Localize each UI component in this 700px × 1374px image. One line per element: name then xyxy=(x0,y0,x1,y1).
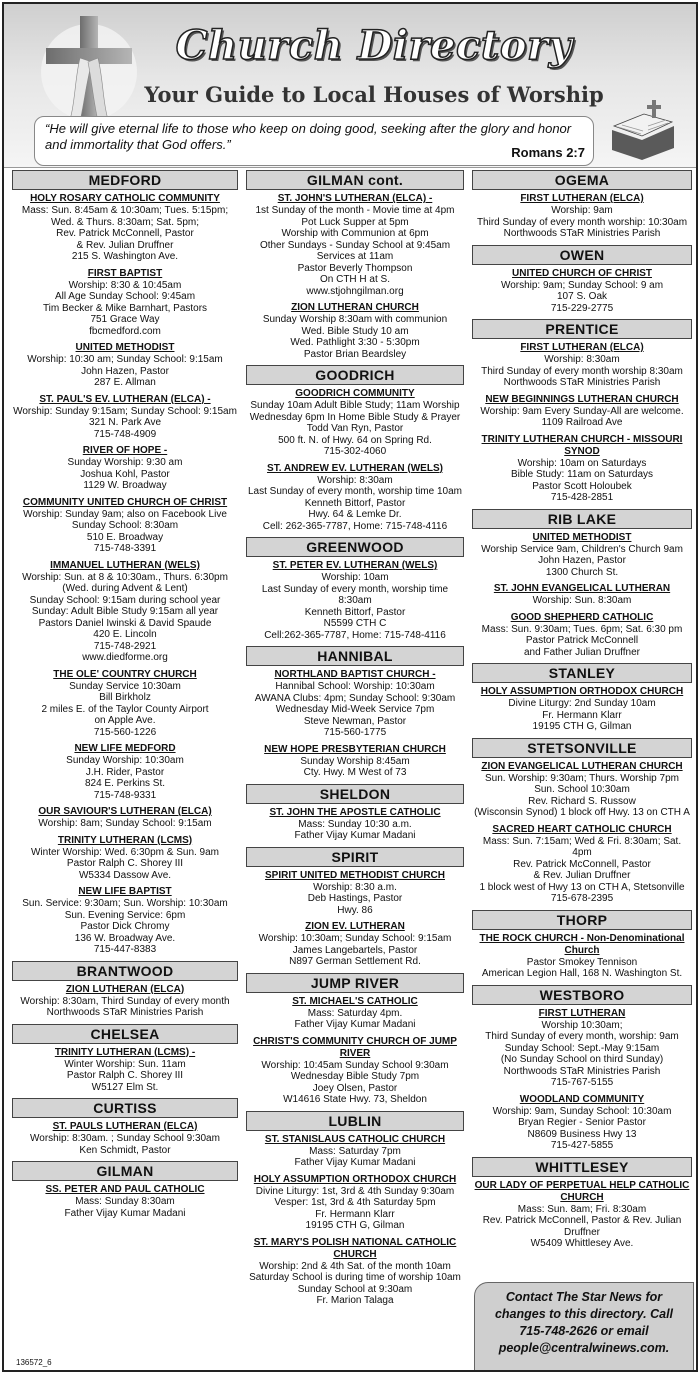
church-detail: 715-560-1226 xyxy=(93,726,157,738)
church-name: ST. MARY'S POLISH NATIONAL CATHOLIC CHURCH xyxy=(253,1236,457,1260)
church-listing xyxy=(472,394,692,429)
contact-box: Contact The Star News for changes to this directory. Call 715-748-2626 or email people@centralwinews.com. xyxy=(474,1282,694,1372)
church-detail: Fr. Hermann Klarr xyxy=(542,709,622,721)
church-name: RIVER OF HOPE - xyxy=(82,445,168,456)
town-heading: BRANTWOOD xyxy=(12,961,238,981)
town-heading: PRENTICE xyxy=(472,319,692,339)
church-detail: Winter Worship: Sun. 11am xyxy=(64,1058,186,1070)
church-detail: Northwoods STaR Ministries Parish xyxy=(503,377,661,388)
church-detail: Worship: 8:30 & 10:45am xyxy=(68,279,182,291)
church-detail: Worship: 9am xyxy=(551,205,613,216)
church-name: FIRST BAPTIST xyxy=(87,267,163,279)
church-detail: Todd Van Ryn, Pastor xyxy=(306,423,404,434)
church-listing xyxy=(246,870,464,917)
church-detail: 107 S. Oak xyxy=(556,291,608,302)
town-heading: GILMAN cont. xyxy=(246,170,464,190)
bible-icon xyxy=(608,100,678,162)
church-detail: Pastor Ralph C. Shorey III xyxy=(66,858,184,869)
church-listing xyxy=(246,1174,464,1232)
church-detail: 1 block west of Hwy 13 on CTH A, Stetsonville xyxy=(479,881,685,893)
church-listing xyxy=(472,193,692,240)
church-detail: Worship Service 9am, Children's Church 9am xyxy=(481,543,683,555)
church-detail: & Rev. Julian Druffner xyxy=(76,239,174,251)
church-detail: 2 miles E. of the Taylor County Airport xyxy=(41,703,209,715)
church-detail: Wed. Pathlight 3:30 - 5:30pm xyxy=(290,337,420,348)
church-detail: American Legion Hall, 168 N. Washington St. xyxy=(481,968,683,979)
church-detail: 1st Sunday of the month - Movie time at 4pm xyxy=(255,205,455,216)
church-detail: on Apple Ave. xyxy=(94,715,156,726)
church-detail: Pastors Daniel Iwinski & David Spaude xyxy=(38,617,212,629)
town-heading: OWEN xyxy=(472,245,692,265)
church-listing xyxy=(472,933,692,980)
church-detail: Worship: Sun. 8:30am xyxy=(532,595,632,606)
directory-column-2 xyxy=(246,168,464,1312)
church-detail: Steve Newman, Pastor xyxy=(303,715,407,727)
header-banner xyxy=(4,4,696,168)
church-detail: Wed. Bible Study 10 am xyxy=(301,325,409,337)
church-listing xyxy=(246,669,464,739)
church-detail: Divine Liturgy: 1st, 3rd & 4th Sunday 9:30am xyxy=(255,1185,455,1197)
church-detail: Other Sundays - Sunday School at 9:45am xyxy=(259,239,451,251)
church-listing xyxy=(472,532,692,579)
church-detail: www.diedforme.org xyxy=(82,652,168,663)
church-detail: Sunday School: 8:30am xyxy=(71,520,179,531)
church-listing xyxy=(472,434,692,504)
church-listing xyxy=(246,807,464,842)
church-listing xyxy=(472,1008,692,1089)
church-listing xyxy=(12,394,238,441)
quote-reference: Romans 2:7 xyxy=(511,145,585,160)
church-detail: Pastor Dick Chromy xyxy=(80,921,170,932)
church-detail: 824 E. Perkins St. xyxy=(84,778,166,789)
church-detail: Rev. Patrick McConnell, Pastor xyxy=(513,858,651,870)
church-detail: James Langebartels, Pastor xyxy=(292,944,418,956)
church-detail: 715-767-5155 xyxy=(550,1077,614,1088)
church-detail: Worship: 9am Every Sunday-All are welcome. xyxy=(480,405,684,417)
church-detail: Kenneth Bittorf, Pastor xyxy=(304,497,406,509)
town-heading: GILMAN xyxy=(12,1161,238,1181)
church-name: FIRST LUTHERAN (ELCA) xyxy=(520,342,644,353)
church-detail: Tim Becker & Mike Barnhart, Pastors xyxy=(42,302,208,314)
church-listing xyxy=(246,996,464,1031)
church-detail: 715-447-8383 xyxy=(93,944,157,955)
church-detail: 715-748-2921 xyxy=(93,640,157,652)
church-detail: W5334 Dassow Ave. xyxy=(78,869,172,881)
church-detail: Deb Hastings, Pastor xyxy=(307,893,403,904)
church-detail: Mass: Sun. 8am; Fri. 8:30am xyxy=(517,1203,647,1215)
church-name: IMMANUEL LUTHERAN (WELS) xyxy=(50,559,200,571)
church-detail: Bible Study: 11am on Saturdays xyxy=(510,469,654,480)
church-detail: Mass: Sun. 9:30am; Tues. 6pm; Sat. 6:30 pm xyxy=(481,623,683,635)
church-detail: Pastor Patrick McConnell xyxy=(525,635,639,646)
church-name: CHRIST'S COMMUNITY CHURCH OF JUMP RIVER xyxy=(253,1035,457,1059)
church-listing xyxy=(472,824,692,905)
church-detail: Wednesday Bible Study 7pm xyxy=(290,1071,420,1082)
town-heading: MEDFORD xyxy=(12,170,238,190)
church-detail: 715-427-5855 xyxy=(550,1140,614,1151)
church-detail: Sunday Worship 8:45am xyxy=(300,755,410,767)
town-heading: WHITTLESEY xyxy=(472,1157,692,1177)
church-listing xyxy=(12,886,238,956)
church-detail: Mass: Sunday 8:30am xyxy=(75,1196,175,1207)
church-detail: 751 Grace Way xyxy=(90,314,160,325)
church-listing xyxy=(12,1184,238,1219)
town-heading: CHELSEA xyxy=(12,1024,238,1044)
church-listing xyxy=(246,388,464,458)
church-name: TRINITY LUTHERAN CHURCH - MISSOURI SYNOD xyxy=(481,433,683,457)
church-detail: 500 ft. N. of Hwy. 64 on Spring Rd. xyxy=(278,434,432,446)
church-listing xyxy=(472,761,692,819)
town-heading: JUMP RIVER xyxy=(246,973,464,993)
church-detail: All Age Sunday School: 9:45am xyxy=(54,291,196,302)
church-detail: 715-302-4060 xyxy=(323,446,387,457)
church-detail: Sunday: Adult Bible Study 9:15am all year xyxy=(31,606,219,617)
church-listing xyxy=(12,560,238,664)
church-detail: Mass: Saturday 7pm xyxy=(309,1145,401,1157)
church-detail: Worship 10:30am; xyxy=(541,1019,623,1031)
church-detail: Worship: Sunday 9am; also on Facebook Live xyxy=(23,508,227,520)
church-detail: J.H. Rider, Pastor xyxy=(85,766,165,778)
church-detail: Rev. Patrick McConnell, Pastor & Rev. Julian Druffner xyxy=(482,1215,682,1238)
church-name: FIRST LUTHERAN (ELCA) xyxy=(520,193,644,204)
church-detail: 715-560-1775 xyxy=(323,727,387,738)
church-detail: 1129 W. Broadway xyxy=(83,480,167,491)
church-listing xyxy=(12,1047,238,1094)
church-name: OUR SAVIOUR'S LUTHERAN (ELCA) xyxy=(38,806,212,817)
church-detail: Worship: 9am, Sunday School: 10:30am xyxy=(492,1105,672,1117)
church-name: ZION EV. LUTHERAN xyxy=(305,921,405,932)
church-detail: Mass: Sun. 8:45am & 10:30am; Tues. 5:15pm; xyxy=(21,205,229,216)
church-detail: Rev. Richard S. Russow xyxy=(528,795,636,807)
church-detail: Hannibal School: Worship: 10:30am xyxy=(275,681,435,692)
church-name: COMMUNITY UNITED CHURCH OF CHRIST xyxy=(22,496,228,508)
church-detail: Northwoods STaR Ministries Parish xyxy=(503,228,661,239)
church-detail: 287 E. Allman xyxy=(94,377,156,388)
church-detail: Sun. School 10:30am xyxy=(534,784,630,795)
church-name: THE ROCK CHURCH - Non-Denominational Church xyxy=(479,932,685,956)
church-detail: 715-748-4909 xyxy=(93,428,157,440)
church-detail: Hwy. 86 xyxy=(337,904,373,916)
church-detail: Third Sunday of every month worship 8:30am xyxy=(481,365,683,377)
church-detail: Fr. Hermann Klarr xyxy=(315,1208,395,1220)
town-heading: THORP xyxy=(472,910,692,930)
church-detail: Wednesday 6pm In Home Bible Study & Prayer xyxy=(249,411,461,423)
church-detail: Vesper: 1st, 3rd & 4th Saturday 5pm xyxy=(274,1197,436,1208)
church-listing xyxy=(246,1036,464,1106)
church-detail: W5127 Elm St. xyxy=(91,1081,159,1093)
church-name: UNITED CHURCH OF CHRIST xyxy=(512,267,652,279)
quote-text: “He will give eternal life to those who keep on doing good, seeking after the glory and honor and immortality that God offers.” xyxy=(45,121,572,152)
church-listing xyxy=(12,268,238,338)
church-name: UNITED METHODIST xyxy=(532,531,632,543)
church-detail: Ken Schmidt, Pastor xyxy=(79,1144,171,1156)
church-detail: N8609 Business Hwy 13 xyxy=(527,1128,637,1140)
church-name: FIRST LUTHERAN xyxy=(538,1007,626,1019)
church-name: TRINITY LUTHERAN (LCMS) xyxy=(57,834,193,846)
directory-column-3 xyxy=(472,168,692,1255)
church-detail: Father Vijay Kumar Madani xyxy=(294,1019,416,1030)
page-title: Church Directory xyxy=(175,22,573,69)
church-detail: Worship: 8:30am, Third Sunday of every month xyxy=(20,995,230,1007)
church-detail: (Wisconsin Synod) 1 block off Hwy. 13 on CTH A xyxy=(474,807,690,818)
church-listing xyxy=(472,342,692,389)
town-heading: WESTBORO xyxy=(472,985,692,1005)
church-listing xyxy=(472,583,692,607)
church-detail: Wed. & Thurs. 8:30am; Sat. 5pm; xyxy=(50,216,200,228)
church-detail: Sun. Evening Service: 6pm xyxy=(64,909,186,921)
church-name: WOODLAND COMMUNITY xyxy=(519,1093,645,1105)
church-detail: Pot Luck Supper at 5pm xyxy=(301,216,409,228)
church-name: THE OLE' COUNTRY CHURCH xyxy=(53,668,197,680)
church-listing xyxy=(12,497,238,555)
church-name: GOODRICH COMMUNITY xyxy=(295,388,415,399)
church-listing xyxy=(472,686,692,733)
church-detail: Worship: 8:30am xyxy=(544,354,620,365)
church-detail: & Rev. Julian Druffner xyxy=(533,870,631,881)
church-detail: Bryan Regier - Senior Pastor xyxy=(518,1117,646,1128)
church-detail: Pastor Brian Beardsley xyxy=(303,348,407,360)
church-detail: Worship: 2nd & 4th Sat. of the month 10am xyxy=(259,1260,451,1272)
church-name: ZION EVANGELICAL LUTHERAN CHURCH xyxy=(481,760,683,772)
church-detail: Divine Liturgy: 2nd Sunday 10am xyxy=(508,698,656,709)
church-detail: Worship: 8:30 a.m. xyxy=(313,881,397,893)
church-name: ST. STANISLAUS CATHOLIC CHURCH xyxy=(264,1133,446,1145)
church-detail: (No Sunday School on third Sunday) xyxy=(500,1054,664,1065)
church-listing xyxy=(246,302,464,360)
church-detail: 715-229-2775 xyxy=(550,302,614,314)
church-detail: N5599 CTH C xyxy=(323,618,387,629)
church-detail: W14616 State Hwy. 73, Sheldon xyxy=(283,1094,427,1105)
church-name: HOLY ASSUMPTION ORTHODOX CHURCH xyxy=(253,1173,457,1185)
church-listing xyxy=(12,835,238,882)
church-detail: www.stjohngilman.org xyxy=(306,285,404,297)
town-heading: RIB LAKE xyxy=(472,509,692,529)
church-detail: Worship: 8:30am. ; Sunday School 9:30am xyxy=(30,1133,220,1144)
church-listing xyxy=(246,560,464,641)
church-name: HOLY ROSARY CATHOLIC COMMUNITY xyxy=(30,193,220,204)
church-detail: Worship: 10:30am; Sunday School: 9:15am xyxy=(258,933,452,944)
church-name: ST. ANDREW EV. LUTHERAN (WELS) xyxy=(267,462,443,474)
church-listing xyxy=(12,342,238,389)
church-detail: Pastor Beverly Thompson xyxy=(297,262,413,274)
church-detail: Sunday Worship: 9:30 am xyxy=(67,457,183,468)
church-listing xyxy=(12,806,238,830)
church-listing xyxy=(12,984,238,1019)
church-detail: fbcmedford.com xyxy=(89,325,161,337)
church-name: ST. JOHN EVANGELICAL LUTHERAN xyxy=(493,583,671,594)
church-name: ST. PETER EV. LUTHERAN (WELS) xyxy=(272,560,438,571)
church-detail: Cell: 262-365-7787, Home: 715-748-4116 xyxy=(262,520,448,532)
church-listing xyxy=(12,1121,238,1156)
church-detail: Worship: 10:45am Sunday School 9:30am xyxy=(261,1059,449,1071)
town-heading: CURTISS xyxy=(12,1098,238,1118)
church-name: ZION LUTHERAN CHURCH xyxy=(291,302,419,313)
church-detail: Sunday Worship: 10:30am xyxy=(66,755,184,766)
church-detail: Fr. Marion Talaga xyxy=(316,1295,394,1306)
church-detail: Father Vijay Kumar Madani xyxy=(294,1157,416,1168)
church-detail: Third Sunday of every month worship: 10:30am xyxy=(476,216,688,228)
church-detail: Father Vijay Kumar Madani xyxy=(294,830,416,841)
church-listing xyxy=(246,193,464,297)
church-detail: Pastor Scott Holoubek xyxy=(532,480,632,492)
church-detail: Sunday Worship 8:30am with communion xyxy=(262,314,448,325)
church-detail: 510 E. Broadway xyxy=(86,531,164,543)
church-detail: W5409 Whittlesey Ave. xyxy=(530,1238,634,1249)
church-name: SACRED HEART CATHOLIC CHURCH xyxy=(492,823,672,835)
church-detail: John Hazen, Pastor xyxy=(538,555,626,566)
church-listing xyxy=(246,1134,464,1169)
town-heading: OGEMA xyxy=(472,170,692,190)
church-detail: Worship with Communion at 6pm xyxy=(281,228,429,239)
church-detail: Mass: Saturday 4pm. xyxy=(307,1007,403,1019)
church-detail: Joey Olsen, Pastor xyxy=(312,1082,398,1094)
church-name: NORTHLAND BAPTIST CHURCH - xyxy=(274,669,436,680)
church-detail: Worship: 8:30am xyxy=(317,474,393,486)
church-detail: Worship: 10am on Saturdays xyxy=(517,457,647,469)
church-detail: On CTH H at S. xyxy=(319,274,390,285)
church-detail: 715-748-3391 xyxy=(93,543,157,554)
church-detail: Bill Birkholz xyxy=(99,692,151,703)
church-listing xyxy=(472,268,692,315)
church-detail: Pastor Ralph C. Shorey III xyxy=(66,1070,184,1081)
church-detail: 715-678-2395 xyxy=(550,893,614,904)
church-detail: Sunday Service 10:30am xyxy=(69,680,181,692)
church-detail: 321 N. Park Ave xyxy=(88,417,162,428)
scripture-quote xyxy=(34,116,594,166)
church-detail: Last Sunday of every month, worship time 10am xyxy=(248,486,462,497)
church-detail: Worship: 10:30 am; Sunday School: 9:15am xyxy=(27,354,223,365)
church-detail: Worship: Sun. at 8 & 10:30am., Thurs. 6:30pm xyxy=(22,571,228,583)
church-listing xyxy=(472,612,692,659)
church-detail: Northwoods STaR Ministries Parish xyxy=(503,1065,661,1077)
church-detail: Services at 11am xyxy=(316,251,394,262)
church-detail: Saturday School is during time of worship 10am xyxy=(249,1272,461,1283)
church-listing xyxy=(246,1237,464,1307)
church-detail: and Father Julian Druffner xyxy=(524,646,640,658)
church-listing xyxy=(246,921,464,968)
church-name: SS. PETER AND PAUL CATHOLIC xyxy=(45,1184,205,1195)
church-name: ST. PAUL'S EV. LUTHERAN (ELCA) - xyxy=(39,393,211,405)
church-detail: Worship: 10am xyxy=(321,572,389,583)
church-detail: Cell:262-365-7787, Home: 715-748-4116 xyxy=(264,629,446,641)
church-detail: Cty. Hwy. M West of 73 xyxy=(303,767,407,778)
church-detail: (Wed. during Advent & Lent) xyxy=(62,583,188,594)
church-name: ZION LUTHERAN (ELCA) xyxy=(65,983,185,995)
church-listing xyxy=(12,669,238,739)
church-listing xyxy=(246,744,464,779)
church-detail: 715-428-2851 xyxy=(550,492,614,503)
page-subtitle: Your Guide to Local Houses of Worship xyxy=(144,82,604,107)
church-name: ST. MICHAEL'S CATHOLIC xyxy=(292,995,418,1007)
church-detail: Pastor Smokey Tennison xyxy=(526,956,638,968)
church-name: NEW LIFE MEDFORD xyxy=(74,743,176,754)
church-listing xyxy=(472,1180,692,1250)
directory-ad xyxy=(2,2,698,1372)
church-detail: Sun. Service: 9:30am; Sun. Worship: 10:30am xyxy=(22,898,228,909)
church-name: GOOD SHEPHERD CATHOLIC xyxy=(510,611,654,623)
church-detail: Mass: Sunday 10:30 a.m. xyxy=(298,818,412,830)
church-detail: 19195 CTH G, Gilman xyxy=(305,1220,405,1231)
church-detail: 19195 CTH G, Gilman xyxy=(532,721,632,732)
church-name: ST. JOHN THE APOSTLE CATHOLIC xyxy=(269,806,441,818)
church-detail: 136 W. Broadway Ave. xyxy=(74,932,176,944)
church-detail: Sunday School: 9:15am during school year xyxy=(29,594,221,606)
church-name: HOLY ASSUMPTION ORTHODOX CHURCH xyxy=(480,686,684,697)
church-detail: Third Sunday of every month, worship: 9am xyxy=(485,1031,679,1042)
town-heading: GOODRICH xyxy=(246,365,464,385)
church-detail: John Hazen, Pastor xyxy=(81,365,169,377)
church-detail: 1300 Church St. xyxy=(545,566,619,578)
church-detail: Winter Worship: Wed. 6:30pm & Sun. 9am xyxy=(30,846,220,858)
town-heading: GREENWOOD xyxy=(246,537,464,557)
church-listing xyxy=(12,193,238,263)
church-detail: Joshua Kohl, Pastor xyxy=(80,468,170,480)
church-name: SPIRIT UNITED METHODIST CHURCH xyxy=(265,869,445,881)
town-heading: STETSONVILLE xyxy=(472,738,692,758)
church-listing xyxy=(12,743,238,801)
church-name: ST. PAULS LUTHERAN (ELCA) xyxy=(52,1121,198,1132)
church-name: ST. JOHN'S LUTHERAN (ELCA) - xyxy=(277,193,433,204)
church-detail: 1109 Railroad Ave xyxy=(541,417,623,428)
church-detail: Northwoods STaR Ministries Parish xyxy=(46,1007,204,1018)
church-detail: Sun. Worship: 9:30am; Thurs. Worship 7pm xyxy=(485,772,679,784)
town-heading: STANLEY xyxy=(472,663,692,683)
church-detail: Sunday 10am Adult Bible Study; 11am Worship xyxy=(250,400,460,411)
church-detail: Worship: 9am; Sunday School: 9 am xyxy=(500,279,664,291)
church-listing xyxy=(472,1094,692,1152)
church-name: NEW HOPE PRESBYTERIAN CHURCH xyxy=(264,743,446,755)
church-detail: Rev. Patrick McConnell, Pastor xyxy=(56,228,194,239)
church-detail: Worship: 8am; Sunday School: 9:15am xyxy=(38,818,212,829)
directory-column-1 xyxy=(12,168,238,1224)
church-detail: Hwy. 64 & Lemke Dr. xyxy=(308,509,402,520)
church-detail: Sunday School at 9:30am xyxy=(297,1283,413,1295)
church-detail: Father Vijay Kumar Madani xyxy=(64,1207,186,1219)
church-name: TRINITY LUTHERAN (LCMS) - xyxy=(54,1046,196,1058)
church-detail: Mass: Sun. 7:15am; Wed & Fri. 8:30am; Sat. 4pm xyxy=(482,835,682,858)
church-name: OUR LADY OF PERPETUAL HELP CATHOLIC CHURCH xyxy=(474,1179,690,1203)
church-name: NEW LIFE BAPTIST xyxy=(78,886,172,897)
town-heading: SPIRIT xyxy=(246,847,464,867)
ad-number: 136572_6 xyxy=(16,1358,52,1367)
church-detail: N897 German Settlement Rd. xyxy=(289,956,421,967)
town-heading: LUBLIN xyxy=(246,1111,464,1131)
church-detail: AWANA Clubs: 4pm; Sunday School: 9:30am xyxy=(254,692,456,704)
church-detail: 215 S. Washington Ave. xyxy=(71,251,179,262)
church-listing xyxy=(12,445,238,492)
church-listing xyxy=(246,463,464,533)
church-name: NEW BEGINNINGS LUTHERAN CHURCH xyxy=(485,393,679,405)
church-detail: Wednesday Mid-Week Service 7pm xyxy=(275,704,435,715)
church-detail: Kenneth Bittorf, Pastor xyxy=(304,606,406,618)
church-detail: 420 E. Lincoln xyxy=(93,629,157,640)
town-heading: SHELDON xyxy=(246,784,464,804)
town-heading: HANNIBAL xyxy=(246,646,464,666)
church-name: UNITED METHODIST xyxy=(75,342,175,353)
church-detail: 715-748-9331 xyxy=(93,789,157,801)
church-detail: Worship: Sunday 9:15am; Sunday School: 9:15am xyxy=(13,405,237,417)
church-detail: Last Sunday of every month, worship time 8:30am xyxy=(261,583,449,606)
church-detail: Sunday School: Sept.-May 9:15am xyxy=(504,1042,660,1054)
